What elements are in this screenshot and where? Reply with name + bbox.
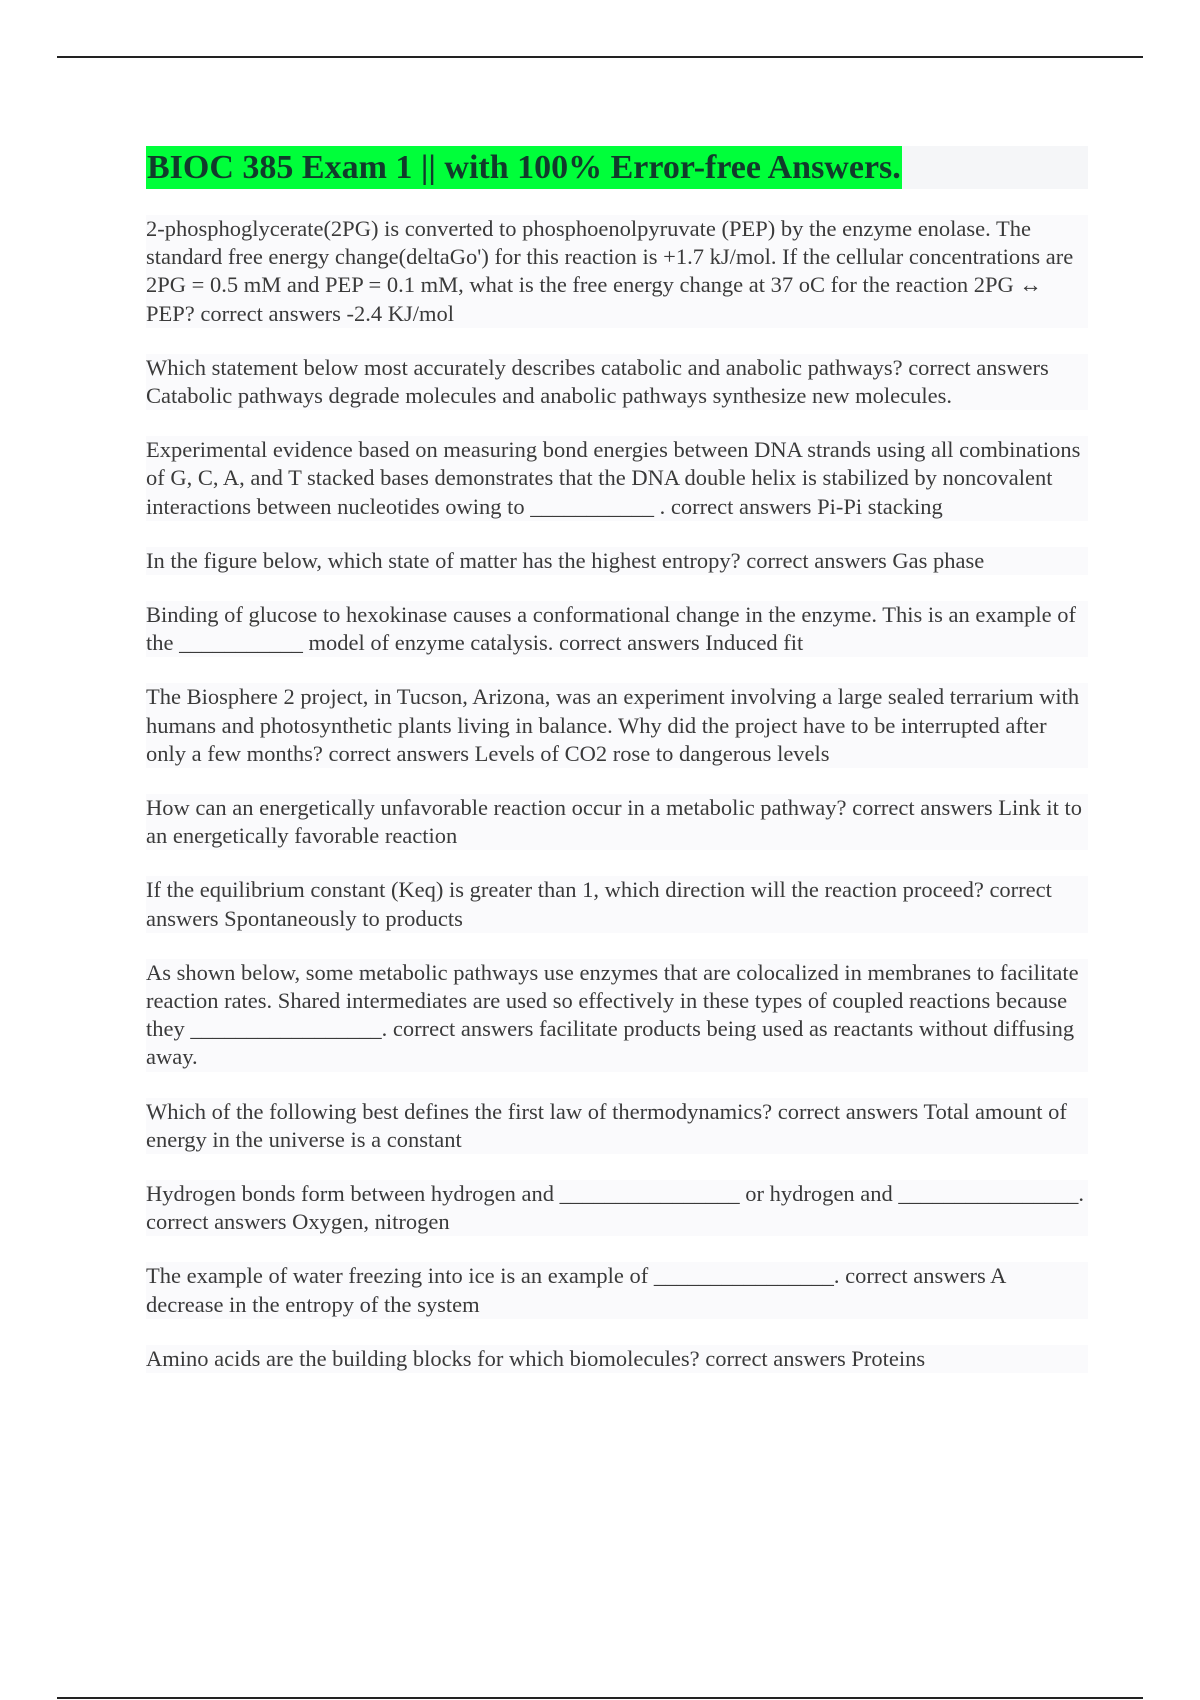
qa-item-2: Which statement below most accurately describes catabolic and anabolic pathways? correct answers Catabolic pathways degrade molecules and anabolic pathways synthesize new molecules. bbox=[146, 354, 1088, 410]
qa-item-11: Hydrogen bonds form between hydrogen and ________________ or hydrogen and ________________. correct answers Oxygen, nitrogen bbox=[146, 1180, 1088, 1236]
qa-item-1: 2-phosphoglycerate(2PG) is converted to phosphoenolpyruvate (PEP) by the enzyme enolase. The standard free energy change(deltaGo') for this reaction is +1.7 kJ/mol. If the cellular concentrations are 2PG = 0.5 mM and PEP = 0.1 mM, what is the free energy change at 37 oC for the reaction 2PG ↔ PEP? correct answers -2.4 KJ/mol bbox=[146, 215, 1088, 328]
bottom-rule bbox=[57, 1697, 1143, 1699]
title-band bbox=[146, 146, 1088, 189]
top-rule bbox=[57, 56, 1143, 58]
qa-item-10: Which of the following best defines the first law of thermodynamics? correct answers Total amount of energy in the universe is a constant bbox=[146, 1098, 1088, 1154]
qa-item-6: The Biosphere 2 project, in Tucson, Arizona, was an experiment involving a large sealed terrarium with humans and photosynthetic plants living in balance. Why did the project have to be interrupted after only a few months? correct answers Levels of CO2 rose to dangerous levels bbox=[146, 683, 1088, 768]
document-body bbox=[146, 146, 1088, 1399]
qa-item-8: If the equilibrium constant (Keq) is greater than 1, which direction will the reaction proceed? correct answers Spontaneously to products bbox=[146, 876, 1088, 932]
qa-item-7: How can an energetically unfavorable reaction occur in a metabolic pathway? correct answers Link it to an energetically favorable reaction bbox=[146, 794, 1088, 850]
qa-list bbox=[146, 215, 1088, 1373]
qa-item-13: Amino acids are the building blocks for which biomolecules? correct answers Proteins bbox=[146, 1345, 1088, 1373]
qa-item-3: Experimental evidence based on measuring bond energies between DNA strands using all combinations of G, C, A, and T stacked bases demonstrates that the DNA double helix is stabilized by noncovalent interactions between nucleotides owing to ___________ . correct answers Pi-Pi stacking bbox=[146, 436, 1088, 521]
qa-item-9: As shown below, some metabolic pathways use enzymes that are colocalized in membranes to facilitate reaction rates. Shared intermediates are used so effectively in these types of coupled reactions because they _________________. correct answers facilitate products being used as reactants without diffusing away. bbox=[146, 959, 1088, 1072]
qa-item-12: The example of water freezing into ice is an example of ________________. correct answers A decrease in the entropy of the system bbox=[146, 1262, 1088, 1318]
qa-item-5: Binding of glucose to hexokinase causes a conformational change in the enzyme. This is an example of the ___________ model of enzyme catalysis. correct answers Induced fit bbox=[146, 601, 1088, 657]
qa-item-4: In the figure below, which state of matter has the highest entropy? correct answers Gas phase bbox=[146, 547, 1088, 575]
document-title: BIOC 385 Exam 1 || with 100% Error-free Answers. bbox=[146, 146, 902, 189]
